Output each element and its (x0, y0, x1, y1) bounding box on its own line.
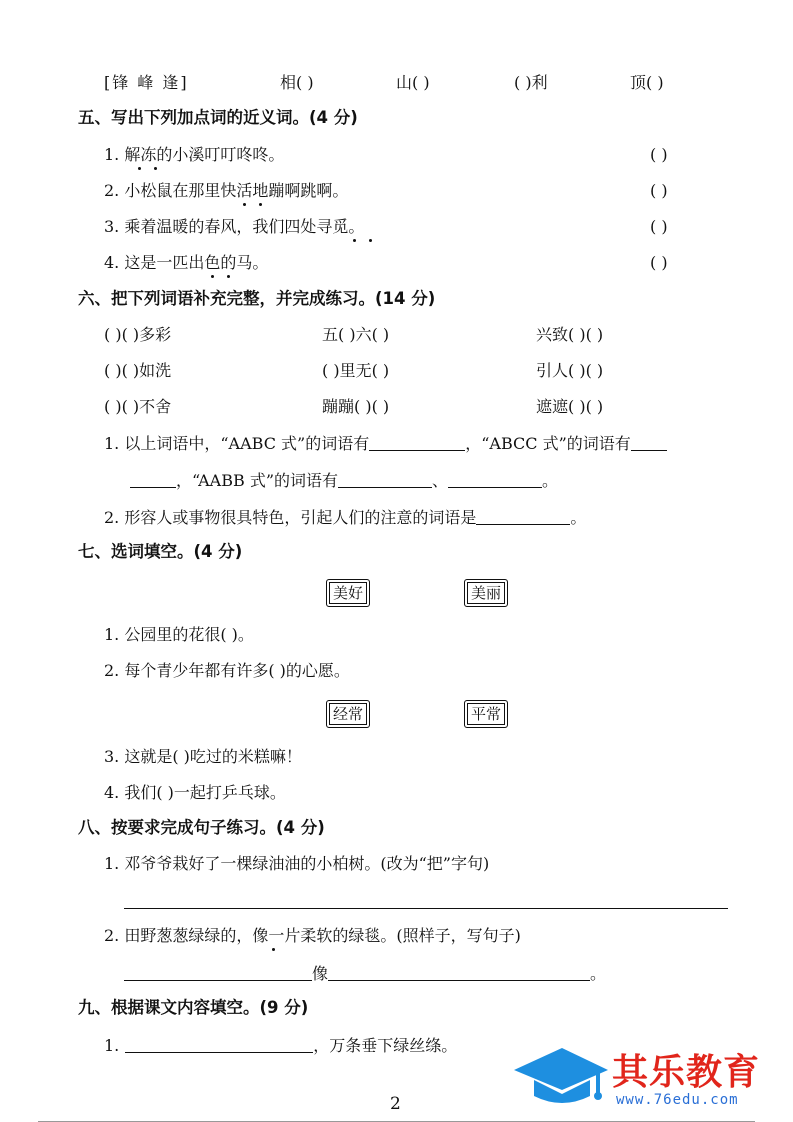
emphasis-dot (272, 948, 275, 951)
answer-line[interactable] (124, 908, 728, 909)
fill-item[interactable]: 顶( ) (630, 73, 664, 92)
fill-item[interactable]: 相( ) (280, 73, 314, 92)
emphasis-dot (154, 167, 157, 170)
watermark-url: www.76edu.com (616, 1092, 739, 1108)
section-5-title: 五、写出下列加点词的近义词。(4 分) (78, 108, 358, 127)
emphasis-dot (138, 167, 141, 170)
imitation-sentence: 像 。 (124, 962, 606, 985)
emphasis-dot (211, 275, 214, 278)
blank-aabb-1[interactable] (338, 469, 432, 488)
word-fill[interactable]: 蹦蹦( )( ) (322, 397, 390, 416)
emphasis-dot (243, 203, 246, 206)
emphasis-dot (369, 239, 372, 242)
word-fill[interactable]: 兴致( )( ) (536, 325, 604, 344)
exercise-q1-line2: ，“AABB 式”的词语有 、 。 (130, 469, 558, 492)
question-item: 1. 邓爷爷栽好了一棵绿油油的小柏树。(改为“把”字句) (104, 854, 490, 873)
answer-blank[interactable]: ( ) (650, 253, 668, 272)
fill-item[interactable]: ( )利 (514, 73, 548, 92)
watermark-brand: 其乐教育 (612, 1052, 761, 1093)
poem-fill: 1. ，万条垂下绿丝绦。 (104, 1036, 458, 1055)
word-fill[interactable]: ( )里无( ) (322, 361, 390, 380)
blank-aabb-2[interactable] (448, 469, 542, 488)
word-fill[interactable]: 引人( )( ) (536, 361, 604, 380)
char-choice-bracket: [锋 峰 逢] (104, 73, 189, 92)
section-9-title: 九、根据课文内容填空。(9 分) (78, 998, 309, 1017)
section-8-title: 八、按要求完成句子练习。(4 分) (78, 818, 325, 837)
word-option-box: 经常 (326, 700, 370, 728)
emphasis-dot (353, 239, 356, 242)
exercise-q2: 2. 形容人或事物很具特色，引起人们的注意的词语是 。 (104, 508, 587, 527)
answer-blank[interactable]: ( ) (650, 217, 668, 236)
exercise-q1-line1: 1. 以上词语中，“AABC 式”的词语有 ，“ABCC 式”的词语有 (104, 432, 667, 455)
word-option-box: 平常 (464, 700, 508, 728)
blank-feature-word[interactable] (476, 506, 570, 525)
word-fill[interactable]: ( )( )多彩 (104, 325, 172, 344)
question-item[interactable]: 4. 我们( )一起打乒乓球。 (104, 783, 286, 802)
question-item: 3. 乘着温暖的春风，我们四处寻觅。 (104, 217, 365, 236)
word-option-box: 美丽 (464, 579, 508, 607)
blank-poem-line[interactable] (125, 1034, 313, 1053)
blank-abcc[interactable] (631, 432, 667, 451)
emphasis-dot (227, 275, 230, 278)
blank-abcc-cont[interactable] (130, 469, 176, 488)
word-fill[interactable]: 五( )六( ) (322, 325, 390, 344)
emphasis-dot (259, 203, 262, 206)
section-6-title: 六、把下列词语补充完整，并完成练习。(14 分) (78, 289, 436, 308)
blank-sentence-2[interactable] (328, 962, 590, 981)
question-item: 2. 小松鼠在那里快活地蹦啊跳啊。 (104, 181, 349, 200)
blank-aabc[interactable] (369, 432, 465, 451)
word-fill[interactable]: ( )( )不舍 (104, 397, 172, 416)
question-item[interactable]: 1. 公园里的花很( )。 (104, 625, 254, 644)
question-item[interactable]: 2. 每个青少年都有许多( )的心愿。 (104, 661, 350, 680)
question-item: 2. 田野葱葱绿绿的，像一片柔软的绿毯。(照样子，写句子) (104, 926, 521, 945)
question-item[interactable]: 3. 这就是( )吃过的米糕嘛！ (104, 747, 302, 766)
word-fill[interactable]: 遮遮( )( ) (536, 397, 604, 416)
question-item: 4. 这是一匹出色的马。 (104, 253, 269, 272)
blank-sentence-1[interactable] (124, 962, 312, 981)
word-option-box: 美好 (326, 579, 370, 607)
section-7-title: 七、选词填空。(4 分) (78, 542, 243, 561)
question-item: 1. 解冻的小溪叮叮咚咚。 (104, 145, 285, 164)
word-fill[interactable]: ( )( )如洗 (104, 361, 172, 380)
answer-blank[interactable]: ( ) (650, 145, 668, 164)
page-number: 2 (390, 1094, 401, 1114)
answer-blank[interactable]: ( ) (650, 181, 668, 200)
graduation-cap-icon (512, 1044, 610, 1110)
fill-item[interactable]: 山( ) (396, 73, 430, 92)
